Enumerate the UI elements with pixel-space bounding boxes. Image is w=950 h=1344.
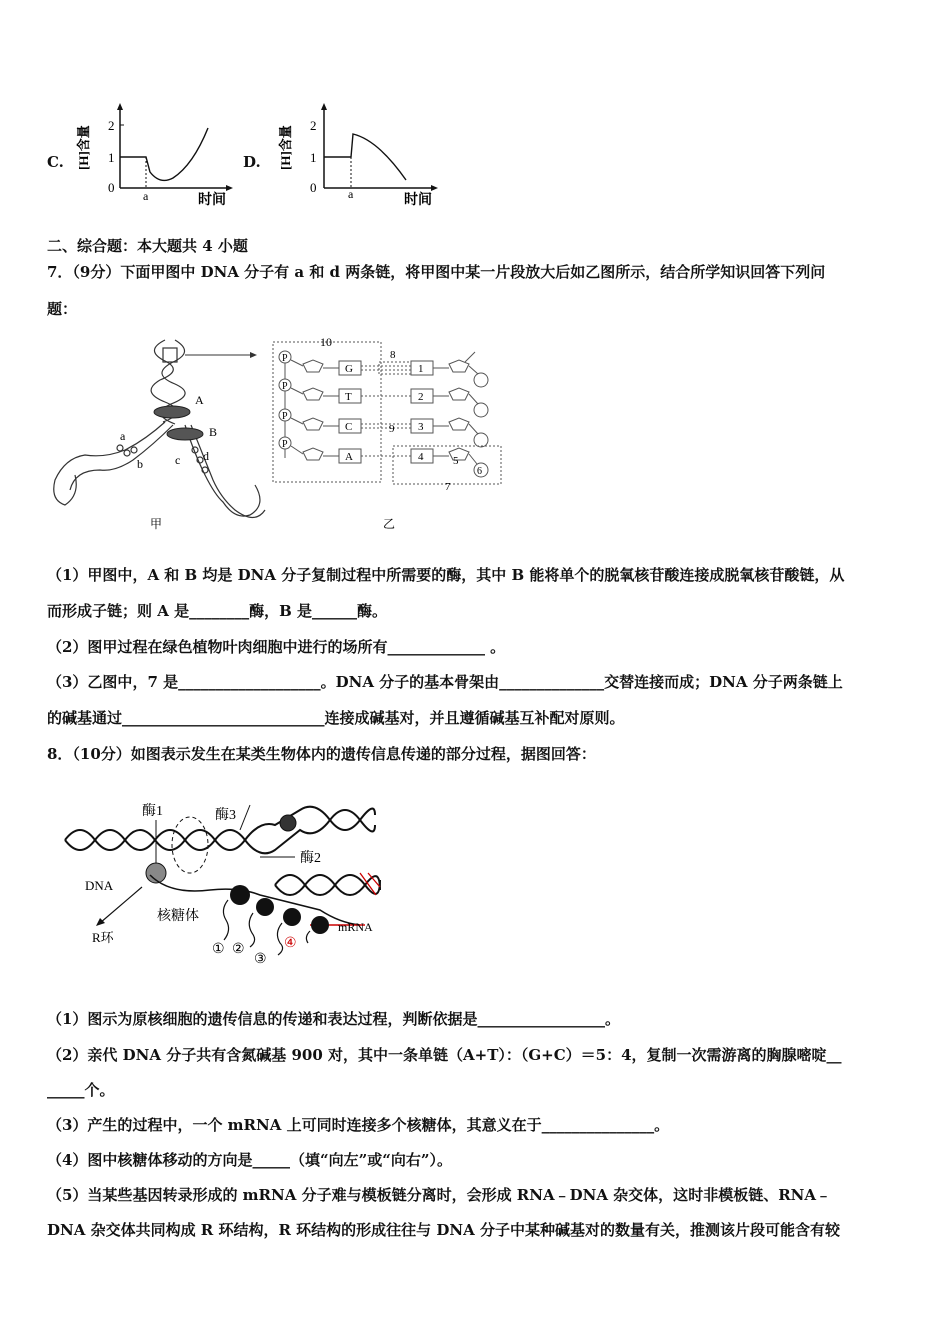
label-6: 6 bbox=[477, 466, 482, 477]
label-enzyme2: 酶2 bbox=[300, 851, 321, 866]
graph-d-tick-1: 1 bbox=[310, 150, 317, 165]
graph-d-ylabel: [H]含量 bbox=[278, 125, 293, 170]
q8-part2-line1: （2）亲代 DNA 分子共有含氮碱基 900 对，其中一条单链（A+T）：（G+C）＝5：4，复制一次需游离的胸腺嘧啶__ bbox=[47, 1046, 842, 1064]
q7-part3-line2: 的碱基通过___________________________连接成碱基对，并且遵循碱基互补配对原则。 bbox=[47, 709, 625, 727]
q8-part3: （3）产生的过程中，一个 mRNA 上可同时连接多个核糖体，其意义在于_______________。 bbox=[47, 1116, 670, 1134]
q7-part3-line1: （3）乙图中，7 是___________________。DNA 分子的基本骨架由______________交替连接而成；DNA 分子两条链上 bbox=[47, 673, 843, 691]
chain-4: ④ bbox=[284, 936, 297, 951]
label-c: c bbox=[175, 453, 181, 467]
label-b: b bbox=[137, 457, 143, 471]
q8-figure bbox=[60, 795, 390, 970]
label-10: 10 bbox=[320, 335, 332, 349]
chain-2: ② bbox=[232, 942, 245, 957]
jia-dna-diagram bbox=[54, 340, 265, 518]
label-B: B bbox=[209, 425, 218, 439]
p-1: P bbox=[282, 353, 288, 364]
q7-stem-line2: 题： bbox=[47, 300, 78, 318]
label-5: 5 bbox=[453, 455, 459, 467]
q8-part1: （1）图示为原核细胞的遗传信息的传递和表达过程，判断依据是_________________。 bbox=[47, 1010, 620, 1028]
q8-part5-line2: DNA 杂交体共同构成 R 环结构，R 环结构的形成往往与 DNA 分子中某种碱基对的数量有关，推测该片段可能含有较 bbox=[47, 1221, 840, 1239]
label-8: 8 bbox=[390, 349, 396, 361]
label-7: 7 bbox=[445, 481, 451, 493]
label-jia: 甲 bbox=[150, 517, 163, 531]
base-right-4: 4 bbox=[418, 451, 424, 463]
label-9: 9 bbox=[389, 423, 395, 435]
q8-part5-line1: （5）当某些基因转录形成的 mRNA 分子难与模板链分离时，会形成 RNA﹣DNA 杂交体，这时非模板链、RNA﹣ bbox=[47, 1186, 832, 1204]
base-right-2: 2 bbox=[418, 391, 424, 403]
graph-c-xtick: a bbox=[143, 189, 149, 203]
graph-c-tick-0: 0 bbox=[108, 180, 115, 195]
option-d-label: D. bbox=[243, 153, 261, 171]
q7-figure bbox=[45, 330, 505, 545]
label-A: A bbox=[195, 393, 204, 407]
base-left-4: A bbox=[345, 451, 353, 463]
label-a: a bbox=[120, 429, 126, 443]
graph-d-tick-0: 0 bbox=[310, 180, 317, 195]
graph-c-tick-1: 1 bbox=[108, 150, 115, 165]
enzyme-a-shape bbox=[154, 406, 190, 418]
base-left-1: G bbox=[345, 363, 353, 375]
q8-stem: 8．（10分）如图表示发生在某类生物体内的遗传信息传递的部分过程，据图回答： bbox=[47, 745, 596, 763]
graph-d-tick-2: 2 bbox=[310, 118, 317, 133]
enzyme-3-shape bbox=[280, 815, 296, 831]
chain-3: ③ bbox=[254, 952, 267, 967]
graph-c-ylabel: [H]含量 bbox=[76, 125, 91, 170]
label-rloop: R环 bbox=[92, 930, 114, 945]
graph-d-xlabel: 时间 bbox=[404, 193, 432, 208]
q7-stem-line1: 7．（9分）下面甲图中 DNA 分子有 a 和 d 两条链，将甲图中某一片段放大后如乙图所示，结合所学知识回答下列问 bbox=[47, 263, 826, 281]
base-right-1: 1 bbox=[418, 363, 424, 375]
enzyme-b-shape bbox=[167, 428, 203, 440]
p-2: P bbox=[282, 381, 288, 392]
graph-d bbox=[278, 100, 448, 210]
graph-c-tick-2: 2 bbox=[108, 118, 115, 133]
base-left-3: C bbox=[345, 421, 353, 433]
q8-part4: （4）图中核糖体移动的方向是_____（填“向左”或“向右”）。 bbox=[47, 1151, 452, 1169]
label-enzyme3: 酶3 bbox=[215, 808, 236, 823]
base-right-3: 3 bbox=[418, 421, 424, 433]
label-yi: 乙 bbox=[383, 517, 396, 531]
section-heading: 二、综合题：本大题共 4 小题 bbox=[47, 237, 248, 255]
graph-d-xtick: a bbox=[348, 187, 354, 201]
label-dna: DNA bbox=[85, 878, 114, 893]
q7-part1-line1: （1）甲图中，A 和 B 均是 DNA 分子复制过程中所需要的酶，其中 B 能将单个的脱氧核苷酸连接成脱氧核苷酸链，从 bbox=[47, 566, 845, 584]
label-d: d bbox=[203, 449, 209, 463]
q7-part2: （2）图甲过程在绿色植物叶肉细胞中进行的场所有_____________ 。 bbox=[47, 638, 506, 656]
label-mrna: mRNA bbox=[338, 920, 373, 934]
option-c-label: C. bbox=[47, 153, 64, 171]
q7-part1-line2: 而形成子链；则 A 是________酶，B 是______酶。 bbox=[47, 602, 387, 620]
graph-c-xlabel: 时间 bbox=[198, 193, 226, 208]
label-ribosome: 核糖体 bbox=[157, 909, 199, 924]
graph-c bbox=[78, 100, 238, 210]
label-enzyme1: 酶1 bbox=[142, 804, 163, 819]
chain-1: ① bbox=[212, 942, 225, 957]
base-left-2: T bbox=[345, 391, 352, 403]
q8-part2-line2: _____个。 bbox=[47, 1081, 115, 1099]
p-3: P bbox=[282, 411, 288, 422]
p-4: P bbox=[282, 439, 288, 450]
